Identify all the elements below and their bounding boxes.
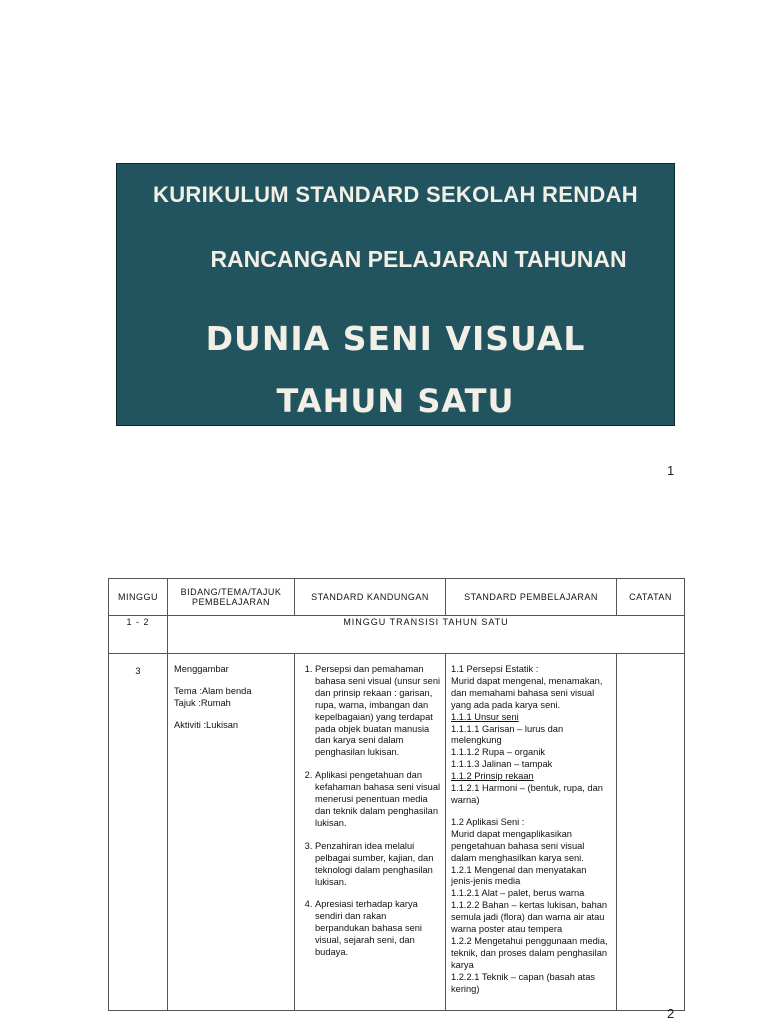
table-row-transition: [109, 616, 685, 654]
lesson-plan-table: [108, 578, 685, 1011]
table-header-row: [109, 579, 685, 616]
header-bidang: BIDANG/TEMA/TAJUK PEMBELAJARAN: [168, 579, 295, 616]
row3-standard-pembelajaran: [446, 654, 617, 1011]
sk-item: 1. Persepsi dan pemahaman bahasa seni visual (unsur seni dan prinsip rekaan : garisan, rupa, warna, imbangan dan kepelbagaian) yang terdapat pada objek buatan manusia dan karya seni dalam penghasilan lukisan.: [315, 664, 441, 759]
header-standard-pembelajaran: STANDARD PEMBELAJARAN: [446, 579, 617, 616]
sp-line: 1.2 Aplikasi Seni :: [451, 816, 525, 827]
page-number-2: 2: [667, 1006, 675, 1021]
sp-line: 1.1.2.1 Alat – palet, berus warna: [451, 888, 585, 899]
row3-bidang: [168, 654, 295, 1011]
sp-line: Murid dapat mengaplikasikan pengetahuan bahasa seni visual dalam menghasilkan karya seni.: [451, 828, 585, 863]
sk-item: 2. Aplikasi pengetahuan dan kefahaman bahasa seni visual menerusi penentuan media dan teknik dalam penghasilan lukisan.: [315, 770, 441, 830]
header-standard-kandungan: STANDARD KANDUNGAN: [295, 579, 446, 616]
sp-line: 1.1.1.2 Rupa – organik: [451, 747, 546, 758]
header-catatan: CATATAN: [617, 579, 685, 616]
sp-line: 1.2.2.1 Teknik – capan (basah atas kering): [451, 971, 596, 994]
row3-standard-kandungan: [295, 654, 446, 1011]
bidang-line: Aktiviti :Lukisan: [174, 719, 239, 730]
row3-catatan: [617, 654, 685, 1011]
cover-banner: [116, 163, 675, 426]
cover-line-year: TAHUN SATU: [276, 382, 515, 420]
sp-line: 1.1.1 Unsur seni: [451, 711, 519, 722]
row3-minggu: 3: [109, 654, 168, 1011]
sp-line: 1.1.2.1 Harmoni – (bentuk, rupa, dan warna): [451, 783, 603, 805]
bidang-line: Tema :Alam benda: [174, 685, 252, 696]
sp-line: 1.1.1.1 Garisan – lurus dan melengkung: [451, 723, 564, 746]
bidang-line: Menggambar: [174, 664, 229, 674]
cover-line-subject: DUNIA SENI VISUAL: [205, 319, 586, 358]
transition-text: MINGGU TRANSISI TAHUN SATU: [168, 616, 685, 654]
sk-item: 4. Apresiasi terhadap karya sendiri dan rakan berpandukan bahasa seni visual, sejarah seni, dan budaya.: [315, 899, 441, 959]
transition-minggu: 1 - 2: [109, 616, 168, 654]
sp-line: 1.1.1.3 Jalinan – tampak: [451, 759, 553, 770]
sp-line: 1.1 Persepsi Estatik :: [451, 664, 539, 674]
sp-gap: [451, 807, 611, 817]
bidang-gap: [174, 676, 288, 686]
sp-line: 1.1.2 Prinsip rekaan: [451, 771, 534, 782]
sp-line: 1.2.2 Mengetahui penggunaan media, teknik, dan proses dalam penghasilan karya: [451, 935, 608, 970]
bidang-line: Tajuk :Rumah: [174, 697, 231, 708]
sp-line: 1.1.2.2 Bahan – kertas lukisan, bahan semula jadi (flora) dan warna air atau warna poster atau tempera: [451, 900, 608, 935]
header-minggu: MINGGU: [109, 579, 168, 616]
cover-line-curriculum: KURIKULUM STANDARD SEKOLAH RENDAH: [153, 182, 638, 207]
table-row-week-3: [109, 654, 685, 1011]
sk-item: 3. Penzahiran idea melalui pelbagai sumber, kajian, dan teknologi dalam penghasilan lukisan.: [315, 841, 441, 889]
cover-line-plan: RANCANGAN PELAJARAN TAHUNAN: [210, 246, 627, 272]
sp-line: Murid dapat mengenal, menamakan, dan memahami bahasa seni visual yang ada pada karya seni.: [451, 675, 603, 710]
bidang-gap: [174, 710, 288, 720]
page-number-1: 1: [667, 463, 675, 478]
sp-line: 1.2.1 Mengenal dan menyatakan jenis-jenis media: [451, 864, 587, 887]
